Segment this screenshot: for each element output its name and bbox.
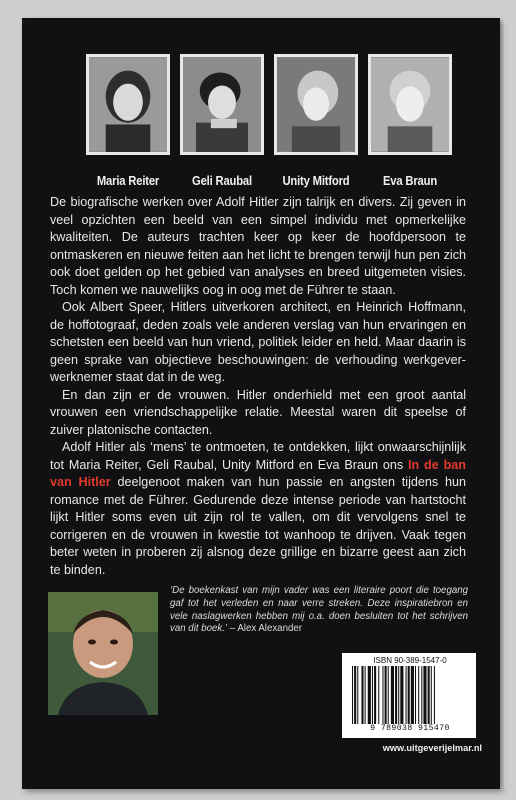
quote-text: ‘De boekenkast van mijn vader was een literaire poort die toegang gaf tot het verleden en naar verre streken. Deze inspiratiebron en vele naslagwerken hebben mij o.a. doen besluiten tot het schrijven van dit boek.’: [170, 585, 468, 635]
blurb-text-span: Adolf Hitler als ‘mens’ te ontmoeten, te ontdekken, lijkt onwaarschijnlijk tot Maria Reiter, Geli Raubal, Unity Mitford en Eva Braun ons: [50, 440, 466, 472]
book-title-highlight: In de ban van Hitler: [50, 457, 467, 489]
publisher-website[interactable]: www.uitgeverijelmar.nl: [382, 743, 482, 753]
blurb-paragraph: En dan zijn er de vrouwen. Hitler onderhield met een groot aantal vrouwen een vriendschappelijke relatie. Meestal waren dit speelse of zuiver platonische contacten.: [50, 387, 466, 437]
portrait-photo-icon: [371, 57, 449, 152]
photo-caption: Eva Braun: [382, 174, 438, 188]
book-page-edge: [500, 20, 506, 788]
portrait-photo-eva-braun: [368, 54, 452, 155]
photo-caption: Unity Mitford: [282, 174, 350, 188]
blurb-paragraph: [50, 439, 466, 579]
barcode-icon: [348, 666, 472, 726]
blurb-text: [50, 194, 466, 579]
author-photo: [48, 592, 158, 715]
barcode-digits: 9 789038 915470: [370, 724, 450, 733]
barcode-panel: [342, 653, 476, 738]
portrait-photo-icon: [277, 57, 355, 152]
isbn-number: ISBN 90-389-1547-0: [373, 656, 447, 665]
blurb-paragraph: De biografische werken over Adolf Hitler zijn talrijk en divers. Zij geven in veel opzichten een beeld van een simpel individu met opmerkelijke kwaliteiten. De auteurs trachten keer op keer de hoofdpersoon te ontmaskeren en nieuwe feiten aan het licht te brengen terwijl hun pen zich ook doet gelden op het gebied van analyses en breed uitgemeten visies. Toch komen we nauwelijks oog in oog met de Führer te staan.: [50, 195, 466, 297]
back-cover: [22, 18, 500, 789]
author-portrait-icon: [48, 592, 158, 715]
portrait-photo-geli-raubal: [180, 54, 264, 155]
photo-caption: Maria Reiter: [96, 174, 160, 188]
portrait-photo-unity-mitford: [274, 54, 358, 155]
author-quote: [170, 585, 468, 636]
blurb-paragraph: Ook Albert Speer, Hitlers uitverkoren architect, en Heinrich Hoffmann, de hoffotograaf, deden zoals vele anderen verslag van hun ervaringen en schetsten een beeld van hun vriend, politiek leider en held. Maar daarin is geen sprake van objectieve beschouwingen: de verhouding werkgever-werknemer staat dat in de weg.: [50, 300, 466, 384]
portrait-photo-icon: [89, 57, 167, 152]
portrait-photo-icon: [183, 57, 261, 152]
quote-author: – Alex Alexander: [227, 623, 302, 635]
photo-caption: Geli Raubal: [192, 174, 252, 188]
blurb-text-span: deelgenoot maken van hun passie en angsten tijdens hun romance met de Führer. Gedurende deze intense periode van hartstocht lijkt Hitler soms even uit zijn rol te vallen, om dit vervolgens snel te corrigeren en de vrouwen in kwestie tot wanhoop te drijven. Vaak tegen beter weten in proberen zij alsnog deze grillige en bizarre geest aan zich te binden.: [50, 475, 466, 577]
portrait-photo-maria-reiter: [86, 54, 170, 155]
photo-row: [86, 54, 454, 188]
